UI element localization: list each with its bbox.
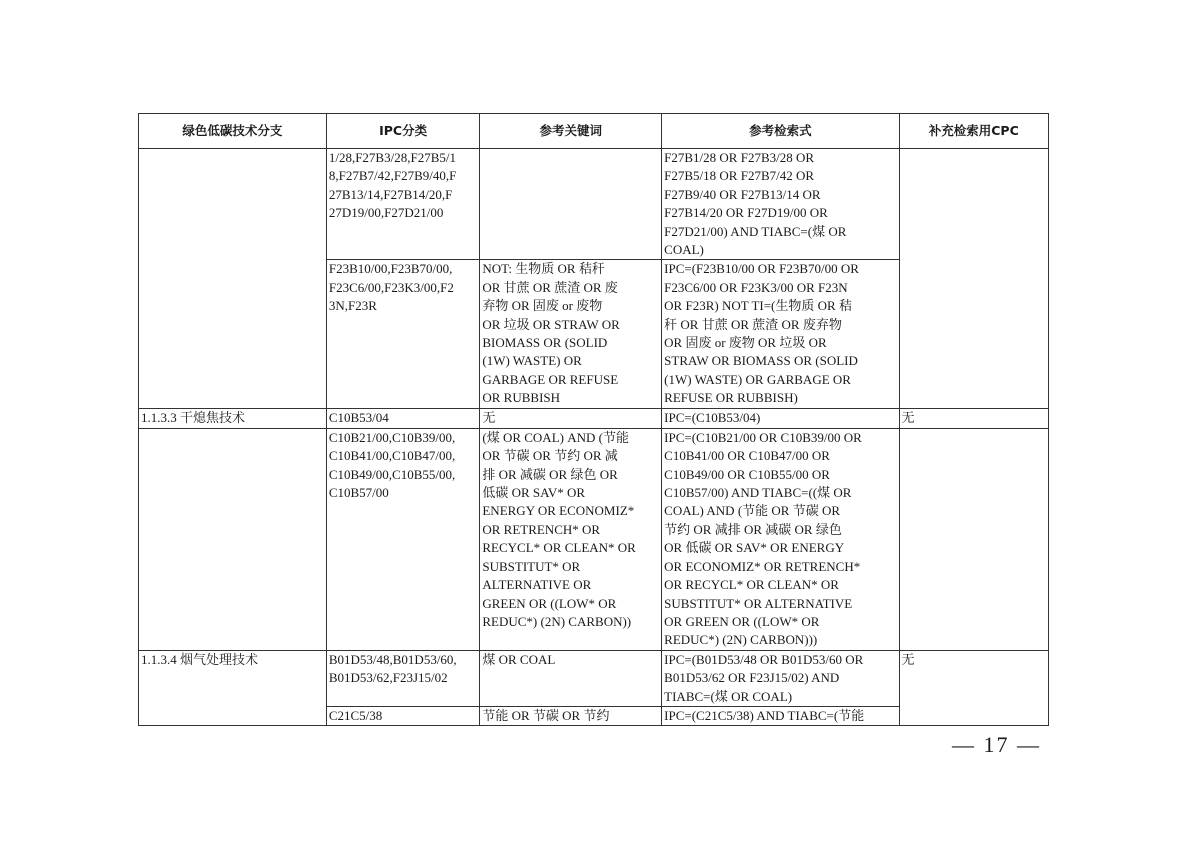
ipc-cell: 1/28,F27B3/28,F27B5/1 8,F27B7/42,F27B9/40,F 27B13/14,F27B14/20,F 27D19/00,F27D21/00 (326, 149, 480, 260)
ipc-classification-table (138, 113, 1049, 726)
keywords-cell: 煤 OR COAL (480, 650, 662, 706)
cpc-cell (899, 428, 1049, 650)
keywords-cell: NOT: 生物质 OR 秸秆 OR 甘蔗 OR 蔗渣 OR 废 弃物 OR 固废 or 废物 OR 垃圾 OR STRAW OR BIOMASS OR (SOLID (1W) WASTE) OR GARBAGE OR REFUSE OR RUBBISH (480, 260, 662, 409)
cpc-cell: 无 (899, 650, 1049, 726)
keywords-cell: 无 (480, 409, 662, 428)
ipc-cell: C10B53/04 (326, 409, 480, 428)
table-row (139, 428, 1049, 650)
table-row (139, 149, 1049, 260)
header-cpc: 补充检索用CPC (899, 114, 1049, 149)
query-cell: IPC=(C10B53/04) (662, 409, 899, 428)
table-row (139, 409, 1049, 428)
query-cell: IPC=(F23B10/00 OR F23B70/00 OR F23C6/00 OR F23K3/00 OR F23N OR F23R) NOT TI=(生物质 OR 秸 秆 OR 甘蔗 OR 蔗渣 OR 废弃物 OR 固废 or 废物 OR 垃圾 OR STRAW OR BIOMASS OR (SOLID (1W) WASTE) OR GARBAGE OR REFUSE OR RUBBISH) (662, 260, 899, 409)
ipc-cell: C10B21/00,C10B39/00, C10B41/00,C10B47/00, C10B49/00,C10B55/00, C10B57/00 (326, 428, 480, 650)
keywords-cell: (煤 OR COAL) AND (节能 OR 节碳 OR 节约 OR 减 排 OR 减碳 OR 绿色 OR 低碳 OR SAV* OR ENERGY OR ECONOMIZ* OR RETRENCH* OR RECYCL* OR CLEAN* OR SUBSTITUT* OR ALTERNATIVE OR GREEN OR ((LOW* OR REDUC*) (2N) CARBON)) (480, 428, 662, 650)
table-row (139, 650, 1049, 706)
branch-cell (139, 428, 327, 650)
branch-cell: 1.1.3.4 烟气处理技术 (139, 650, 327, 726)
query-cell: IPC=(B01D53/48 OR B01D53/60 OR B01D53/62 OR F23J15/02) AND TIABC=(煤 OR COAL) (662, 650, 899, 706)
query-cell: IPC=(C21C5/38) AND TIABC=(节能 (662, 707, 899, 726)
header-branch: 绿色低碳技术分支 (139, 114, 327, 149)
keywords-cell: 节能 OR 节碳 OR 节约 (480, 707, 662, 726)
header-keywords: 参考关键词 (480, 114, 662, 149)
table-header-row (139, 114, 1049, 149)
keywords-cell (480, 149, 662, 260)
branch-cell (139, 149, 327, 409)
ipc-cell: C21C5/38 (326, 707, 480, 726)
ipc-cell: F23B10/00,F23B70/00, F23C6/00,F23K3/00,F2 3N,F23R (326, 260, 480, 409)
header-ipc: IPC分类 (326, 114, 480, 149)
cpc-cell (899, 149, 1049, 409)
page-number: — 17 — (952, 732, 1041, 757)
header-query: 参考检索式 (662, 114, 899, 149)
query-cell: IPC=(C10B21/00 OR C10B39/00 OR C10B41/00 OR C10B47/00 OR C10B49/00 OR C10B55/00 OR C10B57/00) AND TIABC=((煤 OR COAL) AND (节能 OR 节碳 OR 节约 OR 减排 OR 减碳 OR 绿色 OR 低碳 OR SAV* OR ENERGY OR ECONOMIZ* OR RETRENCH* OR RECYCL* OR CLEAN* OR SUBSTITUT* OR ALTERNATIVE OR GREEN OR ((LOW* OR REDUC*) (2N) CARBON))) (662, 428, 899, 650)
query-cell: F27B1/28 OR F27B3/28 OR F27B5/18 OR F27B7/42 OR F27B9/40 OR F27B13/14 OR F27B14/20 OR F27D19/00 OR F27D21/00) AND TIABC=(煤 OR COAL) (662, 149, 899, 260)
cpc-cell: 无 (899, 409, 1049, 428)
branch-cell: 1.1.3.3 干熄焦技术 (139, 409, 327, 428)
ipc-cell: B01D53/48,B01D53/60, B01D53/62,F23J15/02 (326, 650, 480, 706)
